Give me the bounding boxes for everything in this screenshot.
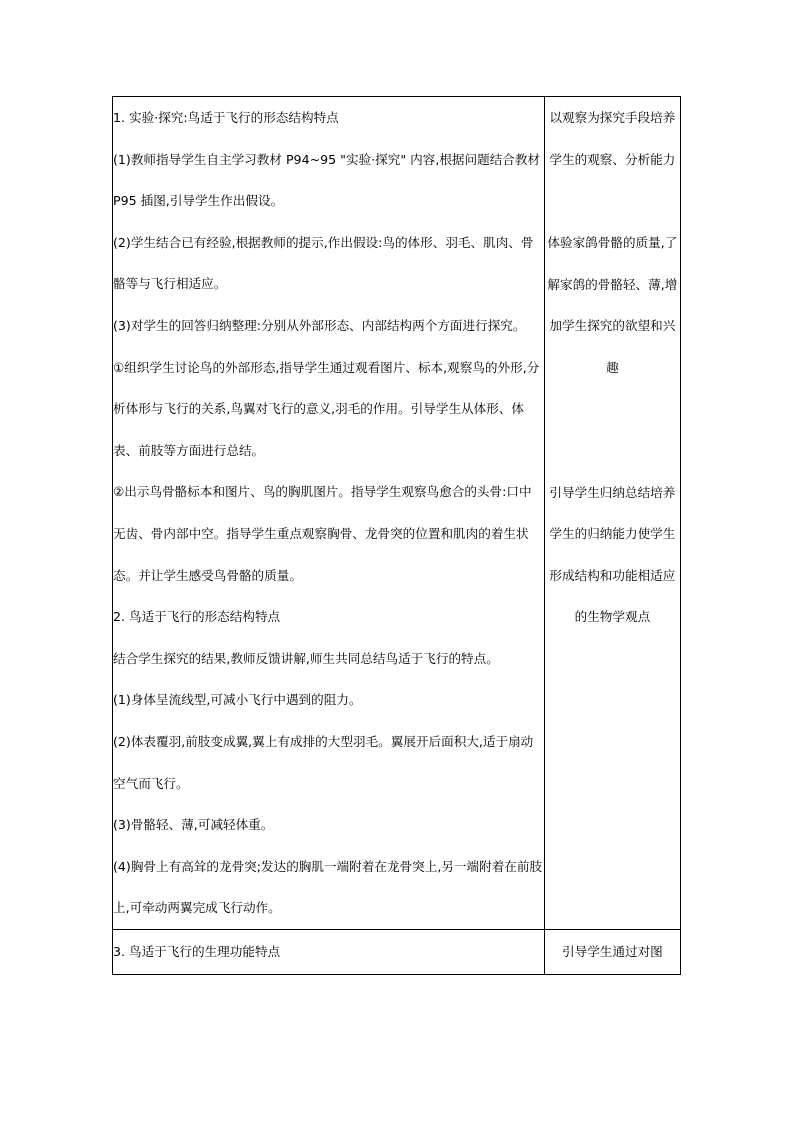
side-note-4: 引导学生通过对图: [562, 943, 663, 959]
side-note-3: 引导学生归纳总结培养学生的归纳能力使学生形成结构和功能相适应的生物学观点: [549, 484, 676, 625]
paragraph-10: (4)胸骨上有高耸的龙骨突;发达的胸肌一端附着在龙骨突上,另一端附着在前肢上,可牵动两翼完成飞行动作。: [113, 858, 543, 916]
design-intent-cell: [544, 929, 680, 974]
side-note-1: 以观察为探究手段培养学生的观察、分析能力: [549, 110, 676, 167]
paragraph-9: (3)骨骼轻、薄,可减轻体重。: [113, 817, 274, 833]
section3-title: 3. 鸟适于飞行的生理功能特点: [113, 943, 281, 959]
teaching-process-cell: [113, 97, 545, 930]
teaching-process-cell: [113, 929, 545, 974]
paragraph-6: 结合学生探究的结果,教师反馈讲解,师生共同总结鸟适于飞行的特点。: [113, 650, 499, 666]
paragraph-4: ①组织学生讨论鸟的外部形态,指导学生通过观看图片、标本,观察鸟的外形,分析体形与飞行的关系,鸟翼对飞行的意义,羽毛的作用。引导学生从体形、体表、前肢等方面进行总结。: [113, 359, 540, 458]
paragraph-3: (3)对学生的回答归纳整理:分别从外部形态、内部结构两个方面进行探究。: [113, 317, 526, 333]
table-row: [113, 97, 681, 930]
lesson-plan-table: [112, 96, 681, 975]
paragraph-7: (1)身体呈流线型,可减小飞行中遇到的阻力。: [113, 692, 362, 708]
spacer: [545, 180, 680, 222]
spacer: [545, 389, 680, 472]
paragraph-8: (2)体表覆羽,前肢变成翼,翼上有成排的大型羽毛。翼展开后面积大,适于扇动空气而飞行。: [113, 733, 534, 791]
paragraph-5: ②出示鸟骨骼标本和图片、鸟的胸肌图片。指导学生观察鸟愈合的头骨:口中无齿、骨内部中空。指导学生重点观察胸骨、龙骨突的位置和肌肉的着生状态。并让学生感受鸟骨骼的质量。: [113, 484, 532, 583]
paragraph-2: (2)学生结合已有经验,根据教师的提示,作出假设:鸟的体形、羽毛、肌肉、骨骼等与飞行相适应。: [113, 234, 534, 292]
section2-title: 2. 鸟适于飞行的形态结构特点: [113, 609, 281, 625]
section1-title: 1. 实验·探究:鸟适于飞行的形态结构特点: [113, 110, 339, 125]
side-note-2: 体验家鸽骨骼的质量,了解家鸽的骨骼轻、薄,增加学生探究的欲望和兴趣: [547, 235, 678, 375]
paragraph-1: (1)教师指导学生自主学习教材 P94~95 "实验·探究" 内容,根据问题结合教材 P95 插图,引导学生作出假设。: [113, 151, 541, 209]
design-intent-cell: [544, 97, 680, 930]
table-row: [113, 929, 681, 974]
